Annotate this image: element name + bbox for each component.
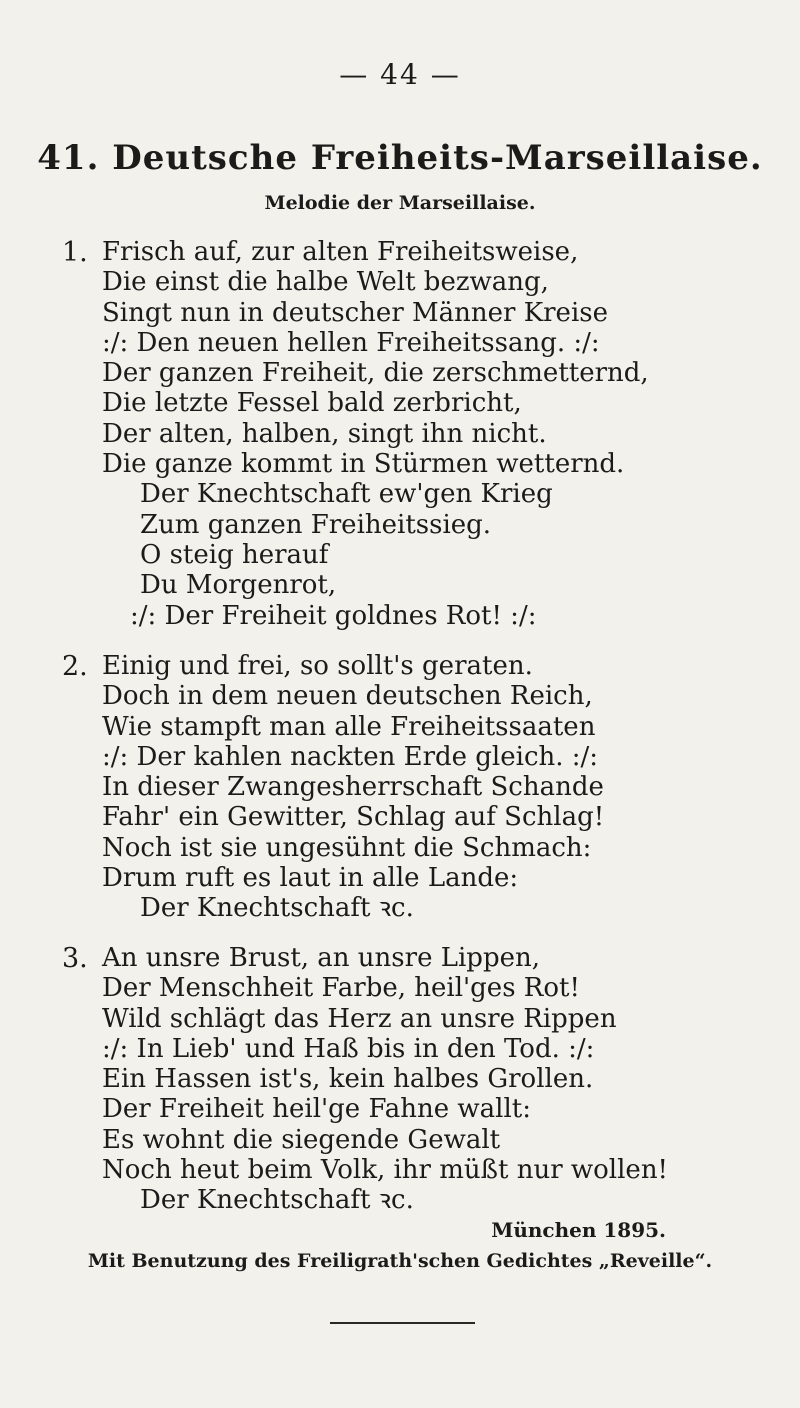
refrain-line: Der Knechtschaft ꝛc. bbox=[140, 1185, 414, 1216]
refrain-line: Der Knechtschaft ꝛc. bbox=[140, 893, 414, 924]
verse-line: Fahr' ein Gewitter, Schlag auf Schlag! bbox=[102, 802, 605, 833]
verse-line: Noch ist sie ungesühnt die Schmach: bbox=[102, 832, 592, 863]
verse-line: Einig und frei, so sollt's geraten. bbox=[102, 651, 533, 681]
refrain-line: Zum ganzen Freiheitssieg. bbox=[140, 509, 492, 540]
verse-line: Der ganzen Freiheit, die zerschmetternd, bbox=[102, 358, 649, 389]
stanza-number: 3. bbox=[62, 943, 88, 974]
refrain-line: Du Morgenrot, bbox=[140, 570, 337, 601]
verse-line: :/: Der kahlen nackten Erde gleich. :/: bbox=[102, 741, 599, 772]
verse-line: Wie stampft man alle Freiheitssaaten bbox=[102, 711, 596, 742]
song-title: 41. Deutsche Freiheits-Marseillaise. bbox=[37, 138, 763, 178]
refrain-line: O steig herauf bbox=[140, 539, 329, 570]
verse-line: Doch in dem neuen deutschen Reich, bbox=[102, 681, 593, 712]
stanza-number: 2. bbox=[62, 651, 88, 682]
verse-line: :/: In Lieb' und Haß bis in den Tod. :/: bbox=[102, 1033, 595, 1064]
place-date: München 1895. bbox=[491, 1218, 666, 1242]
verse-line: Frisch auf, zur alten Freiheitsweise, bbox=[102, 237, 579, 267]
verse-line: Ein Hassen ist's, kein halbes Grollen. bbox=[102, 1064, 594, 1095]
verse-line: Noch heut beim Volk, ihr müßt nur wollen! bbox=[102, 1155, 669, 1186]
divider-rule bbox=[330, 1322, 475, 1324]
source-note: Mit Benutzung des Freiligrath'schen Gedichtes „Reveille“. bbox=[87, 1250, 713, 1272]
verse-line: Singt nun in deutscher Männer Kreise bbox=[102, 297, 608, 328]
verse-line: Drum ruft es laut in alle Lande: bbox=[102, 863, 519, 894]
verse-line: In dieser Zwangesherrschaft Schande bbox=[102, 772, 604, 803]
verse-line: Der Freiheit heil'ge Fahne wallt: bbox=[102, 1094, 531, 1125]
page-number: — 44 — bbox=[339, 58, 461, 91]
stanza-number: 1. bbox=[62, 237, 88, 268]
refrain-line: Der Knechtschaft ew'gen Krieg bbox=[140, 479, 553, 510]
verse-line: An unsre Brust, an unsre Lippen, bbox=[102, 943, 540, 973]
verse-line: :/: Den neuen hellen Freiheitssang. :/: bbox=[102, 327, 600, 358]
verse-line: Der Menschheit Farbe, heil'ges Rot! bbox=[102, 973, 580, 1004]
verse-line: Es wohnt die siegende Gewalt bbox=[102, 1124, 501, 1155]
verse-line: Die einst die halbe Welt bezwang, bbox=[102, 267, 549, 298]
verse-line: Die ganze kommt in Stürmen wetternd. bbox=[102, 449, 625, 480]
verse-line: Die letzte Fessel bald zerbricht, bbox=[102, 388, 522, 419]
melody-note: Melodie der Marseillaise. bbox=[264, 192, 536, 214]
verse-line: Der alten, halben, singt ihn nicht. bbox=[102, 418, 547, 449]
refrain-line: :/: Der Freiheit goldnes Rot! :/: bbox=[130, 600, 537, 631]
verse-line: Wild schlägt das Herz an unsre Rippen bbox=[102, 1003, 617, 1034]
